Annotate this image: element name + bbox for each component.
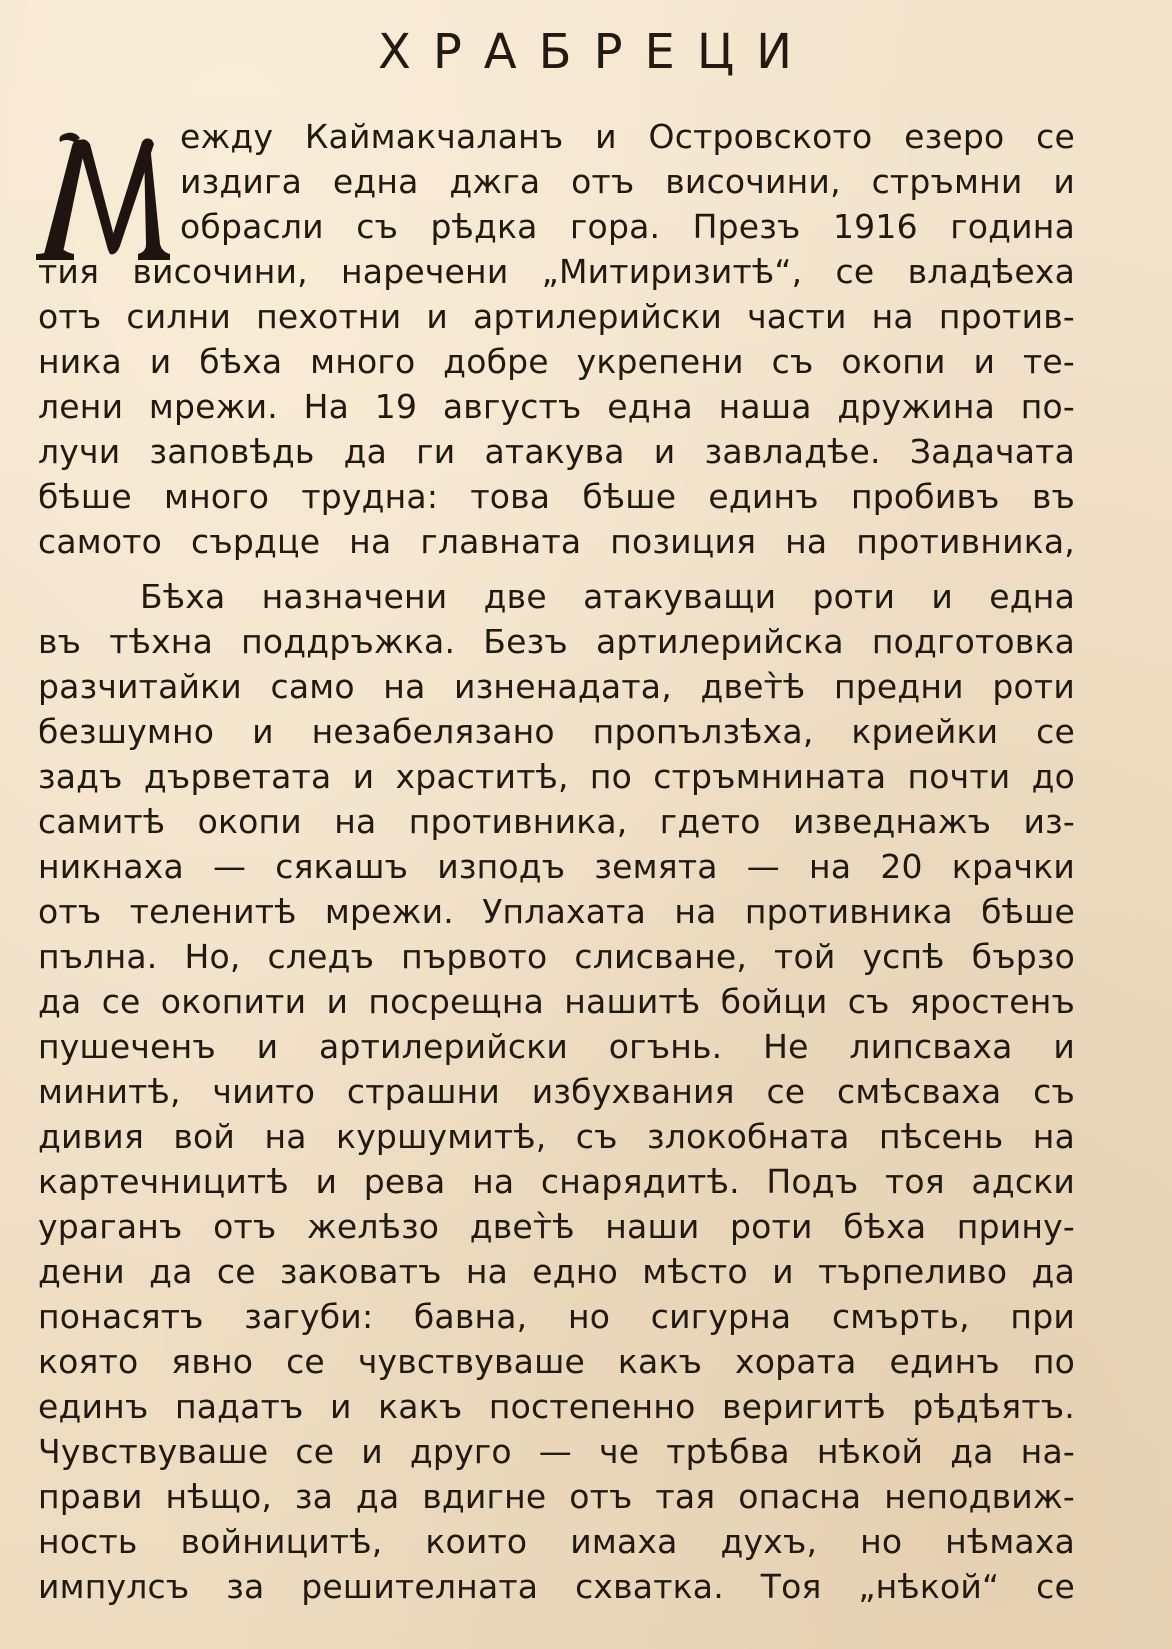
text-line-25: ураганъ отъ желѣзо двет̀ѣ наши роти бѣха прину- (38, 1207, 1075, 1246)
text-line-6: ника и бѣха много добре укрепени съ окопи и те- (38, 342, 1075, 381)
text-line-5: отъ силни пехотни и артилерийски части на против- (38, 297, 1075, 336)
text-line-24: картечницитѣ и рева на снарядитѣ. Подъ тоя адски (38, 1162, 1075, 1201)
text-line-16: самитѣ окопи на противника, гдето изведнажъ из- (38, 802, 1075, 841)
text-line-26: дени да се заковатъ на едно мѣсто и търпеливо да (38, 1252, 1075, 1291)
text-line-8: лучи заповѣдь да ги атакува и завладѣе. Задачата (38, 432, 1075, 471)
text-line-19: пълна. Но, следъ първото слисване, той успѣ бързо (38, 937, 1075, 976)
text-line-12: въ тѣхна поддръжка. Безъ артилерийска подготовка (38, 622, 1075, 661)
text-line-29: единъ падатъ и какъ постепенно веригитѣ рѣдѣятъ. (38, 1387, 1075, 1426)
text-line-33: импулсъ за решителната схватка. Тоя „нѣкой“ се (38, 1567, 1075, 1606)
text-line-23: дивия вой на куршумитѣ, съ злокобната пѣсень на (38, 1117, 1075, 1156)
text-line-27: понасятъ загуби: бавна, но сигурна смърть, при (38, 1297, 1075, 1336)
drop-cap-letter (34, 126, 174, 266)
text-line-4: тия височини, наречени „Митиризитѣ“, се владѣеха (38, 252, 1075, 291)
text-line-18: отъ теленитѣ мрежи. Уплахата на противника бѣше (38, 892, 1075, 931)
page-title: ХРАБРЕЦИ (377, 24, 815, 80)
text-line-21: пушеченъ и артилерийски огънь. Не липсваха и (38, 1027, 1075, 1066)
text-line-15: задъ дърветата и храститѣ, по стръмнината почти до (38, 757, 1075, 796)
text-line-30: Чувствуваше се и друго — че трѣбва нѣкой да на- (38, 1432, 1075, 1471)
text-line-31: прави нѣщо, за да вдигне отъ тая опасна неподвиж- (38, 1477, 1075, 1516)
text-line-3: обрасли съ рѣдка гора. Презъ 1916 година (180, 207, 1075, 246)
text-line-13: разчитайки само на изненадата, двет̀ѣ предни роти (38, 667, 1075, 706)
text-line-32: ность войницитѣ, които имаха духъ, но нѣмаха (38, 1522, 1075, 1561)
text-line-14: безшумно и незабелязано пропълзѣха, криейки се (38, 712, 1075, 751)
text-line-22: минитѣ, чиито страшни избухвания се смѣсваха съ (38, 1072, 1075, 1111)
text-line-9: бѣше много трудна: това бѣше единъ пробивъ въ (38, 477, 1075, 516)
text-line-1: ежду Каймакчаланъ и Островското езеро се (180, 117, 1075, 156)
text-line-17: никнаха — сякашъ изподъ земята — на 20 крачки (38, 847, 1075, 886)
text-line-2: издига една джга отъ височини, стръмни и (180, 162, 1075, 201)
text-line-10: самото сърдце на главната позиция на противника, (38, 522, 1075, 561)
drop-cap-m-icon (34, 126, 174, 266)
text-line-20: да се окопити и посрещна нашитѣ бойци съ яростенъ (38, 982, 1075, 1021)
text-line-7: лени мрежи. На 19 августъ една наша дружина по- (38, 387, 1075, 426)
text-line-11: Бѣха назначени две атакуващи роти и една (140, 577, 1075, 616)
text-line-28: която явно се чувствуваше какъ хората единъ по (38, 1342, 1075, 1381)
